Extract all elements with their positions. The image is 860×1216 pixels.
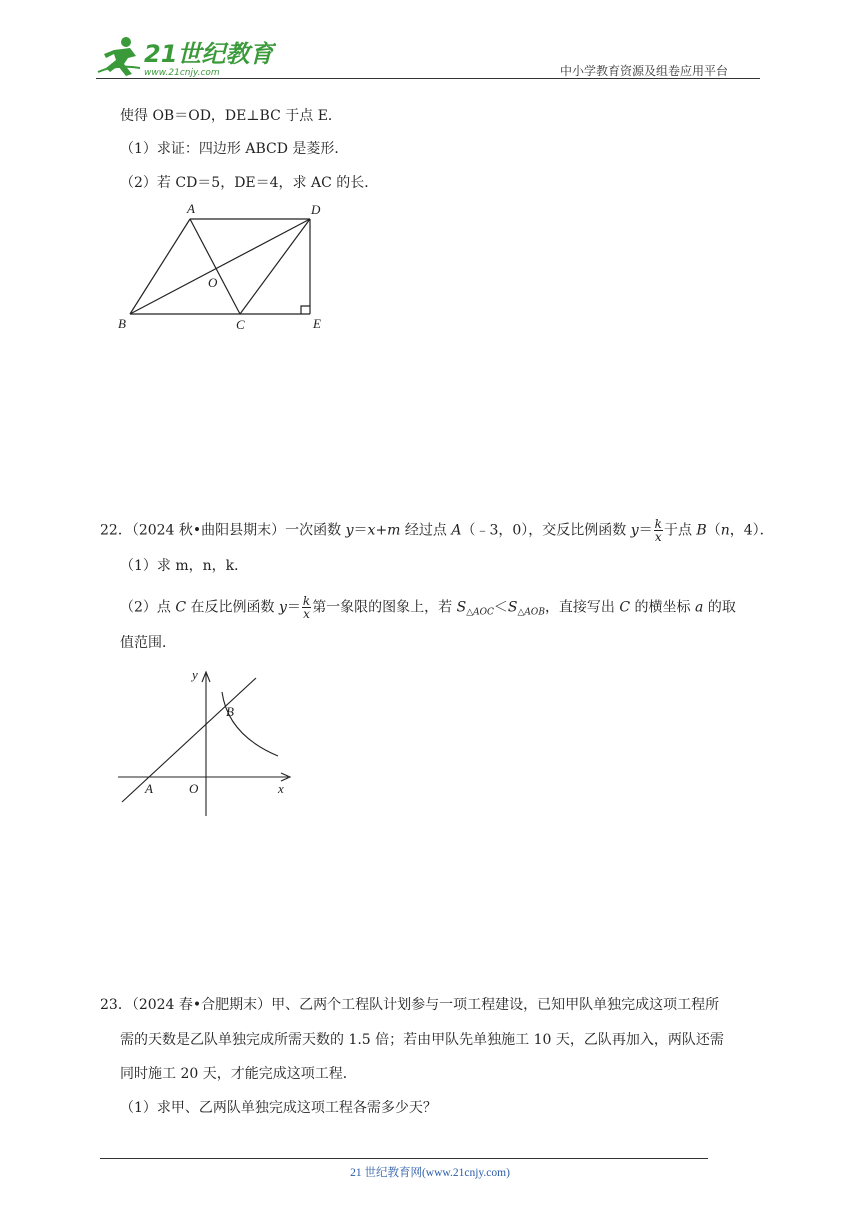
q22-part1: （1）求 m，n，k． (120, 558, 249, 574)
header-divider (96, 78, 760, 79)
label-O: O (189, 781, 199, 796)
runner-icon (98, 37, 140, 76)
q21-part1: （1）求证：四边形 ABCD 是菱形． (120, 141, 349, 157)
q22-part2-line2: 值范围． (120, 635, 176, 651)
label-x: x (278, 781, 284, 796)
label-y: y (192, 667, 198, 682)
q23-part1: （1）求甲、乙两队单独完成这项工程各需多少天？ (120, 1100, 437, 1116)
label-C: C (236, 317, 245, 332)
q22-line1: 22．（2024 秋•曲阳县期末）一次函数 y＝x+m 经过点 A（﹣3，0），交反比例函数 y＝ $\frac{k}{x}$ 于点 B（n，4）． (100, 517, 774, 544)
label-O: O (208, 275, 218, 290)
fraction-k-over-x: $\frac{k}{x}$ (302, 594, 311, 621)
label-E: E (313, 316, 321, 331)
logo-text: 21世纪教育 (144, 40, 274, 68)
segment-AC (190, 219, 240, 314)
segment-BD (130, 219, 310, 314)
q21-part2: （2）若 CD＝5，DE＝4，求 AC 的长． (120, 175, 379, 191)
platform-name: 中小学教育资源及组卷应用平台 (560, 64, 729, 78)
q21-line1: 使得 OB＝OD，DE⊥BC 于点 E． (120, 108, 342, 124)
q22-figure (110, 660, 300, 820)
q22-part2: （2）点 C 在反比例函数 y＝ $\frac{k}{x}$ 第一象限的图象上，若 $S_{\triangle AOC}<S_{\triangle AOB}$，直接写出 C 的横坐标 a 的取 (120, 594, 736, 621)
q21-figure (110, 196, 340, 336)
label-D: D (311, 202, 321, 217)
logo-url: www.21cnjy.com (144, 68, 220, 78)
fraction-k-over-x: $\frac{k}{x}$ (654, 517, 662, 544)
label-B: B (118, 316, 126, 331)
footer-divider (100, 1158, 708, 1159)
label-B: B (226, 704, 234, 719)
q23-line3: 同时施工 20 天，才能完成这项工程． (120, 1066, 357, 1082)
footer-link[interactable]: 21 世纪教育网(www.21cnjy.com) (350, 1167, 510, 1179)
segment-CD (240, 219, 310, 314)
label-A: A (187, 201, 195, 216)
site-logo (96, 34, 276, 80)
segment-AB (130, 219, 190, 314)
q23-line1: 23．（2024 春•合肥期末）甲、乙两个工程队计划参与一项工程建设，已知甲队单独完成这项工程所 (100, 997, 720, 1013)
right-angle-mark (301, 306, 310, 314)
q23-line2: 需的天数是乙队单独完成所需天数的 1.5 倍；若由甲队先单独施工 10 天，乙队再加入，两队还需 (120, 1032, 724, 1048)
label-A: A (145, 781, 153, 796)
